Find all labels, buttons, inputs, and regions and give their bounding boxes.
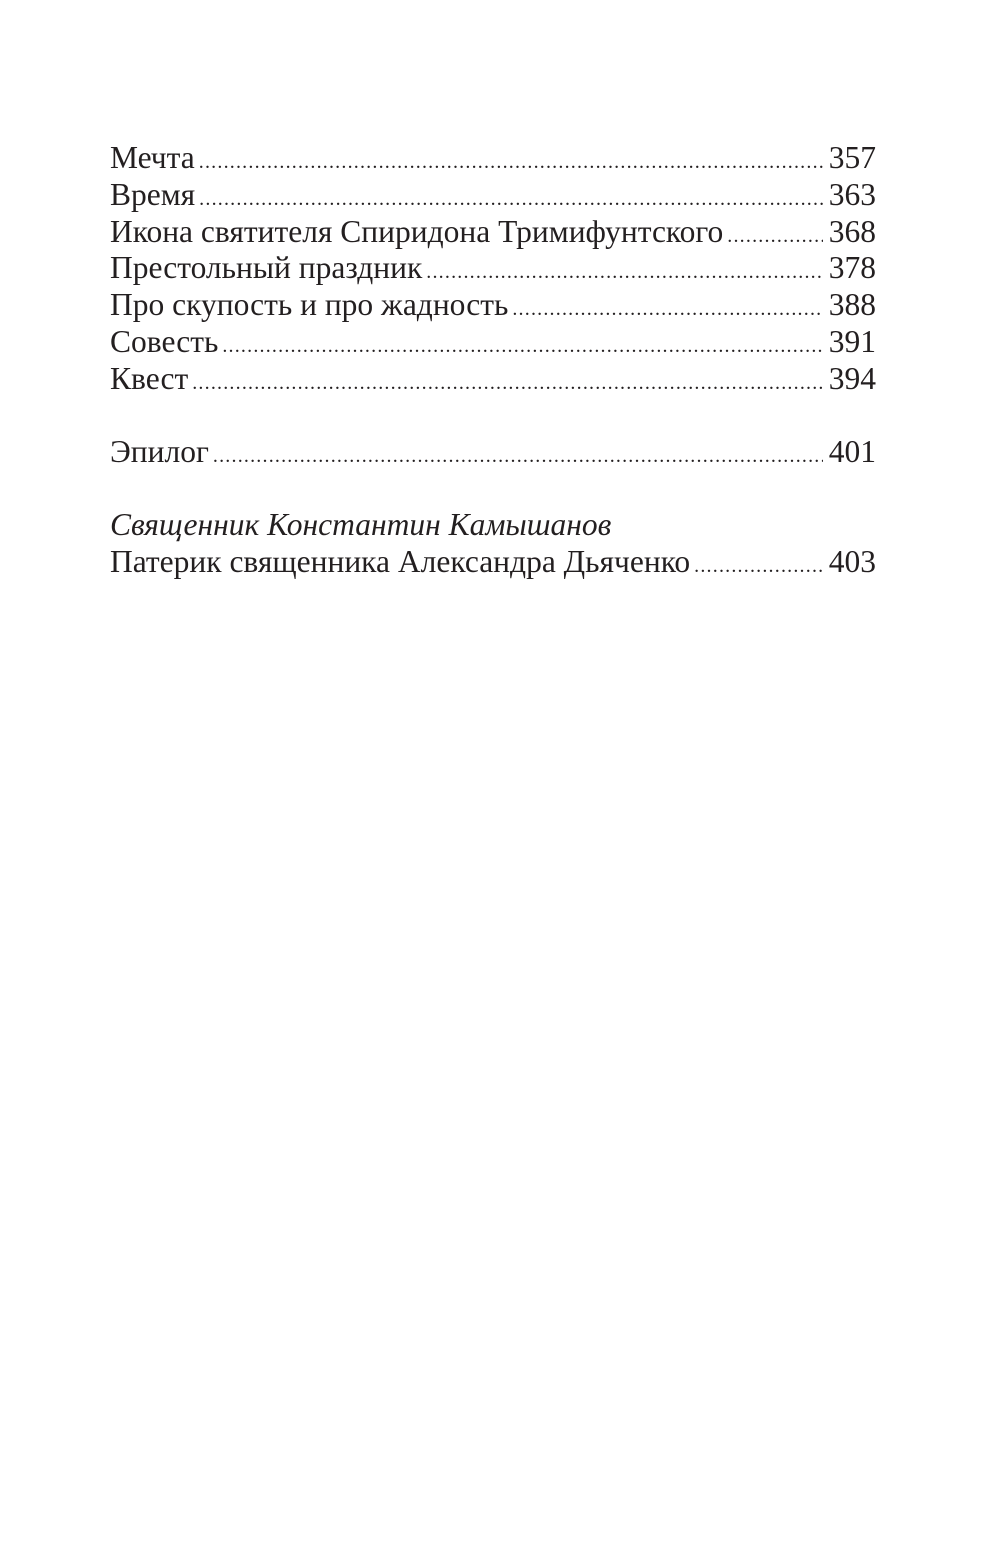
toc-entry-page: 388 [828,287,876,323]
dot-leader [512,291,822,328]
toc-entry[interactable] [110,214,876,251]
toc-entry[interactable] [110,324,876,361]
toc-entry-title: Мечта [110,140,195,175]
table-of-contents [110,140,876,581]
toc-entry-page: 357 [828,140,876,175]
toc-entry-title: Совесть [110,323,219,359]
toc-entry-title: Эпилог [110,433,209,469]
toc-entry-title: Икона святителя Спиридона Тримифунтского [110,213,724,249]
toc-entry-title: Престольный праздник [110,250,423,286]
toc-entry-page: 363 [828,176,876,212]
toc-entry-title: Патерик священника Александра Дьяченко [110,544,691,580]
dot-leader [213,438,823,475]
dot-leader [727,218,822,255]
dot-leader [192,365,823,402]
toc-entry-page: 391 [828,323,876,359]
dot-leader [426,254,822,291]
toc-entry-appendix[interactable] [110,544,876,581]
toc-entry-page: 378 [828,250,876,286]
toc-entry-page: 394 [828,360,876,396]
toc-entry-page: 368 [828,213,876,249]
toc-entry-page: 403 [828,544,876,580]
toc-entry[interactable] [110,140,876,177]
dot-leader [694,548,823,585]
toc-chapter-list [110,140,876,398]
toc-entry[interactable] [110,361,876,398]
toc-entry[interactable] [110,287,876,324]
toc-entry[interactable] [110,250,876,287]
section-spacer [110,470,876,507]
toc-entry[interactable] [110,177,876,214]
toc-entry-epilogue[interactable] [110,434,876,471]
toc-entry-title: Квест [110,360,189,396]
dot-leader [222,328,822,365]
dot-leader [199,144,823,181]
toc-entry-page: 401 [828,433,876,469]
dot-leader [199,181,823,218]
toc-entry-title: Про скупость и про жадность [110,287,509,323]
toc-entry-title: Время [110,176,196,212]
appendix-author: Священник Константин Камышанов [110,507,612,543]
section-spacer [110,398,876,434]
